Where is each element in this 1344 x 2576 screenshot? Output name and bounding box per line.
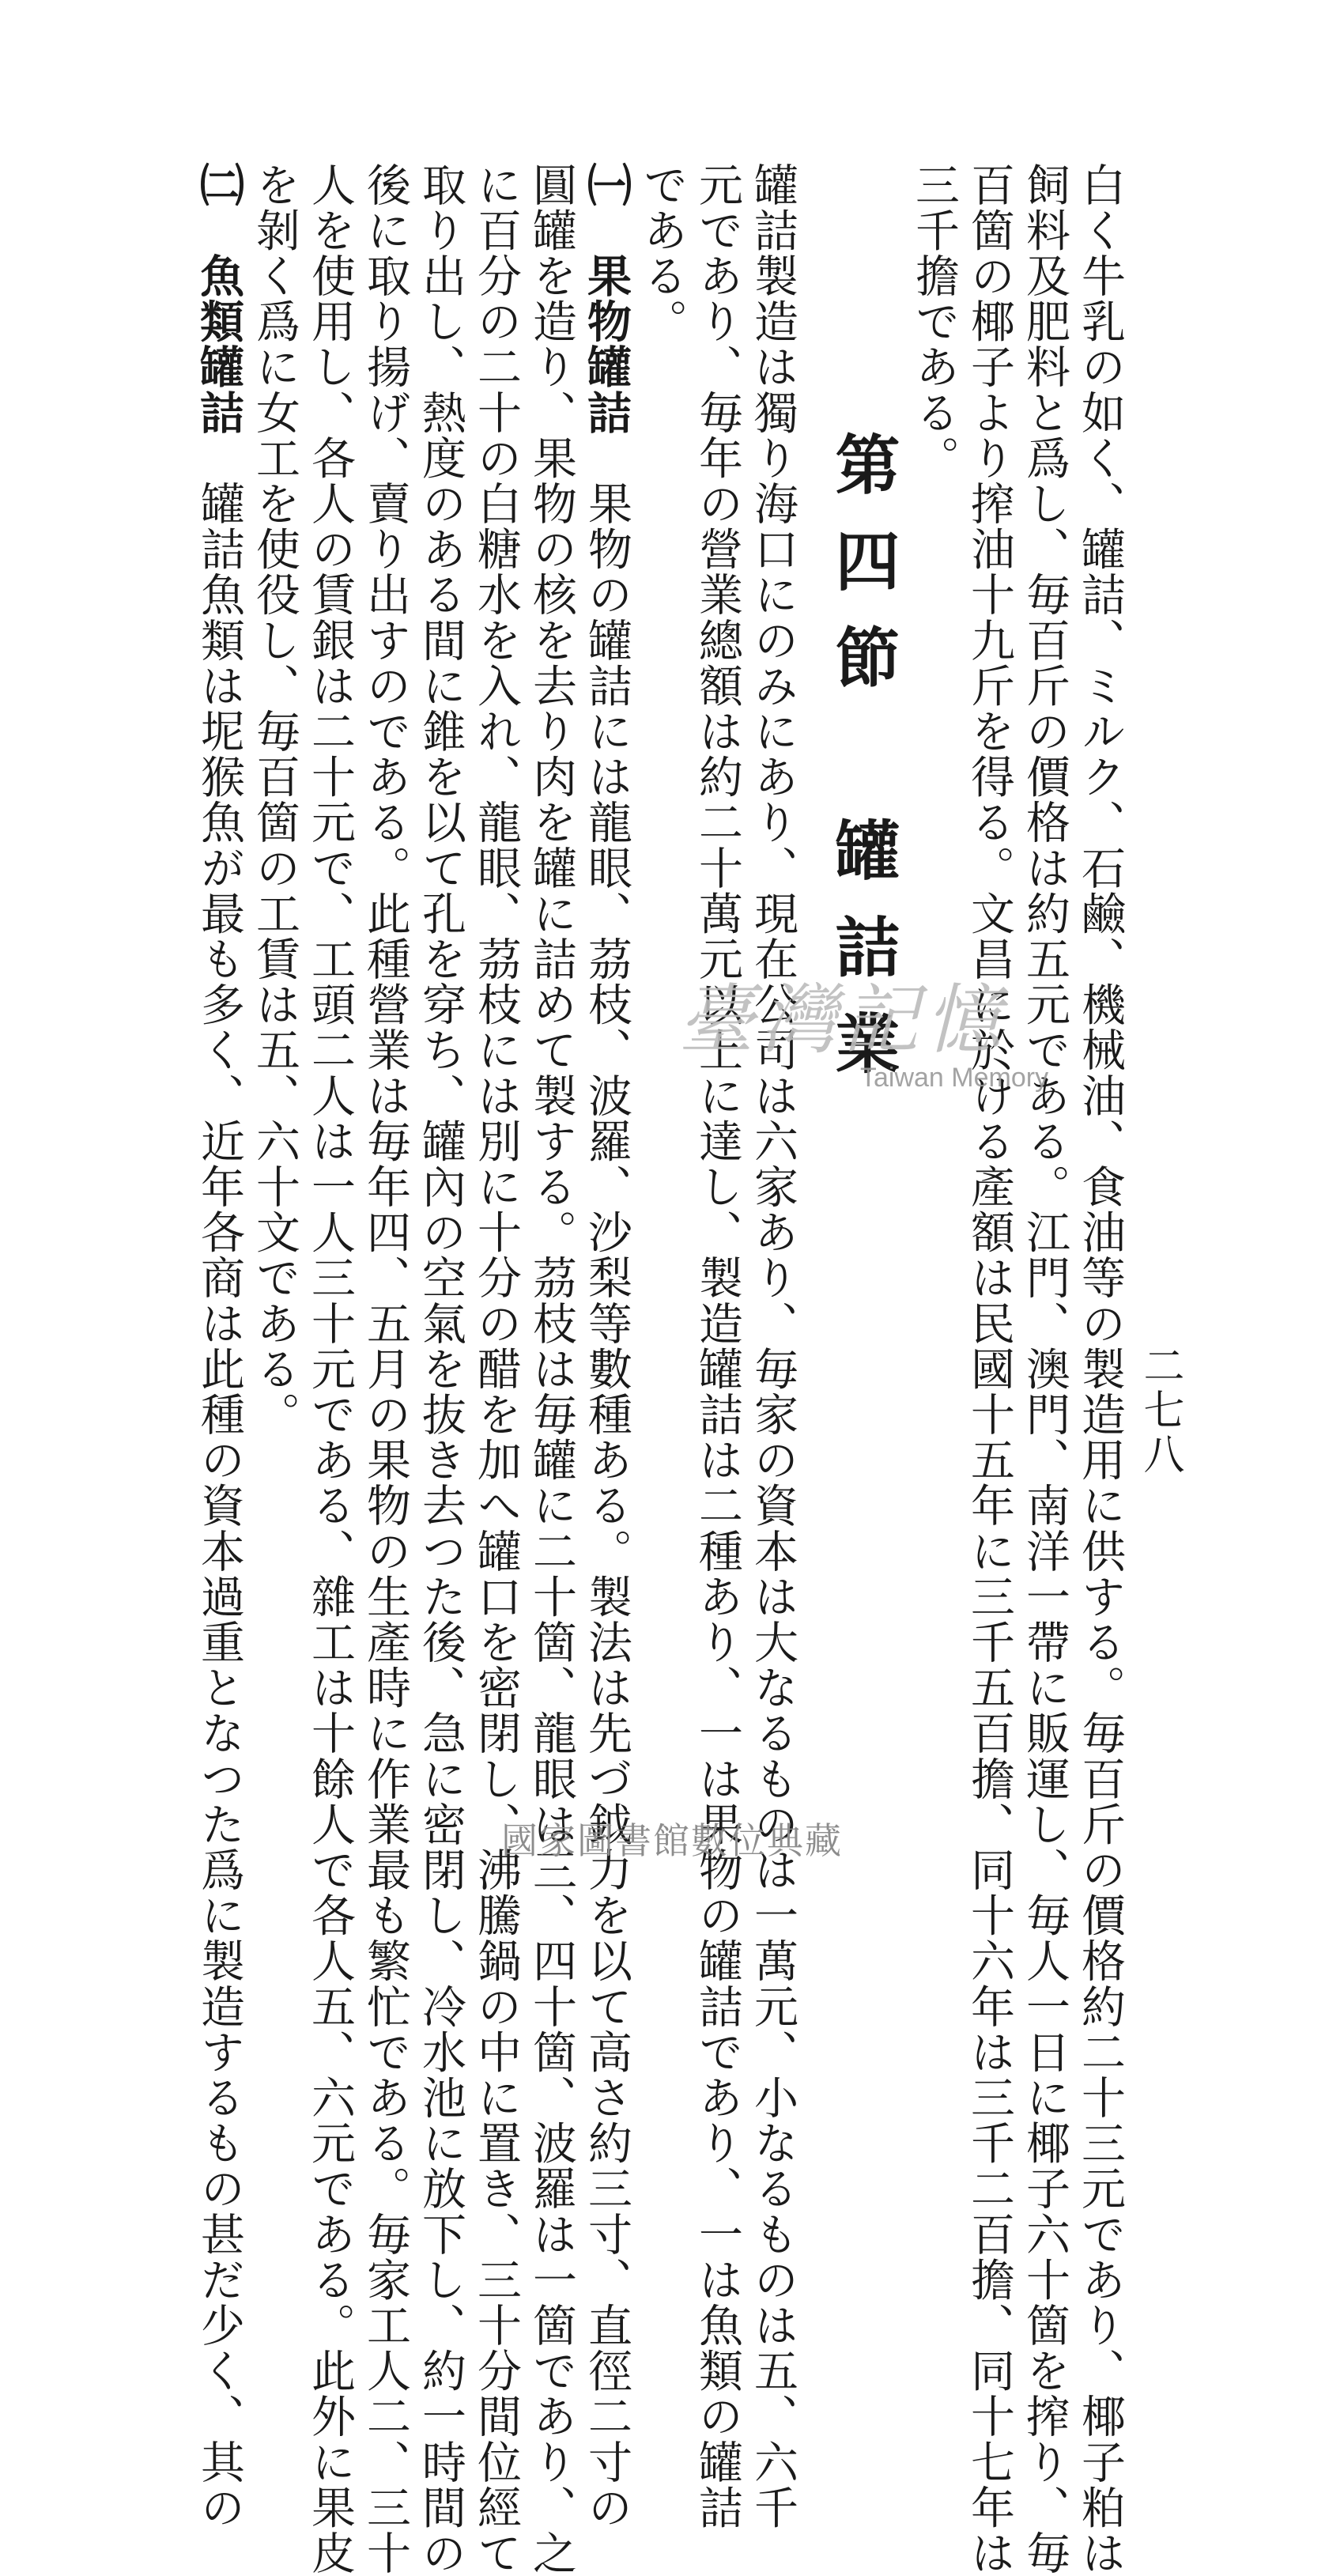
text-column-5: 罐詰製造は獨り海口にのみにあり、現在公司は六家あり、毎家の資本は大なるものは一萬元、小なるものは五、六千 [747, 162, 798, 2531]
text-column-2: 飼料及肥料と爲し、毎百斤の價格は約五元である。江門、澳門、南洋一帶に販運し、毎人一日に椰子六十箇を搾り、毎 [1019, 162, 1070, 2576]
text-column-13: 人を使用し、各人の賃銀は二十元で、工頭二人は一人三十元である、雜工は十餘人で各人五、六元である。此外に果皮 [304, 162, 356, 2576]
text-column-14: を剝く爲に女工を使役し、毎百箇の工賃は五、六十文である。 [249, 162, 300, 1437]
subsection-label-fish: ㈡ 魚類罐詰 [193, 162, 245, 436]
page-number: 二七八 [1136, 1344, 1184, 1477]
watermark [678, 976, 1058, 1095]
section-heading: 第四節 罐詰業 [825, 431, 900, 1106]
text-column-10: に百分の二十の白糖水を入れ、龍眼、茘枝には別に十分の醋を加へ罐口を密閉し、沸騰鍋の中に置き、三十分間位經て [470, 162, 522, 2576]
text-column-12: 後に取り揚げ、賣り出すのである。此種營業は毎年四、五月の果物の生產時に作業最も繁忙である。毎家工人二、三十 [360, 162, 411, 2576]
text-column-15 [194, 162, 244, 2530]
watermark-subtext: Taiwan Memory [860, 1063, 1049, 1093]
text-column-9: 圓罐を造り、果物の核を去り肉を罐に詰めて製する。茘枝は毎罐に二十箇、龍眼は三、四十箇、波羅は一箇であり、之 [526, 162, 577, 2576]
text-column-8 [582, 162, 631, 2530]
text-column-15-body: 罐詰魚類は坭猴魚が最も多く、近年各商は此種の資本過重となつた爲に製造するもの甚だ少く、其の [194, 435, 245, 2531]
text-column-7: である。 [636, 162, 688, 345]
watermark-text: 臺灣記憶 [678, 976, 1007, 1064]
text-column-1: 白く牛乳の如く、罐詰、ミルク、石鹼、機械油、食油等の製造用に供する。毎百斤の價格約二十三元であり、椰子粕は [1074, 162, 1126, 2576]
text-column-3: 百箇の椰子より搾油十九斤を得る。文昌に於ける產額は民國十五年に三千五百擔、同十六年は三千二百擔、同十七年は [964, 162, 1015, 2576]
text-column-8-body: 果物の罐詰には龍眼、茘枝、波羅、沙梨等數種ある。製法は先づ鉞力を以て高さ約三寸、直徑二寸の [581, 435, 632, 2531]
text-column-4: 三千擔である。 [908, 162, 960, 482]
text-column-6: 元であり、毎年の營業總額は約二十萬元以上に達し、製造罐詰は二種あり、一は果物の罐詰であり、一は魚類の罐詰 [692, 162, 743, 2531]
footer-archive-label: 國家圖書館數位典藏 [501, 1819, 843, 1862]
text-column-11: 取り出し、熱度のある間に錐を以て孔を穿ち、罐內の空氣を抜き去つた後、急に密閉し、冷水池に放下し、約一時間の [415, 162, 466, 2576]
subsection-label-fruit: ㈠ 果物罐詰 [580, 162, 632, 436]
